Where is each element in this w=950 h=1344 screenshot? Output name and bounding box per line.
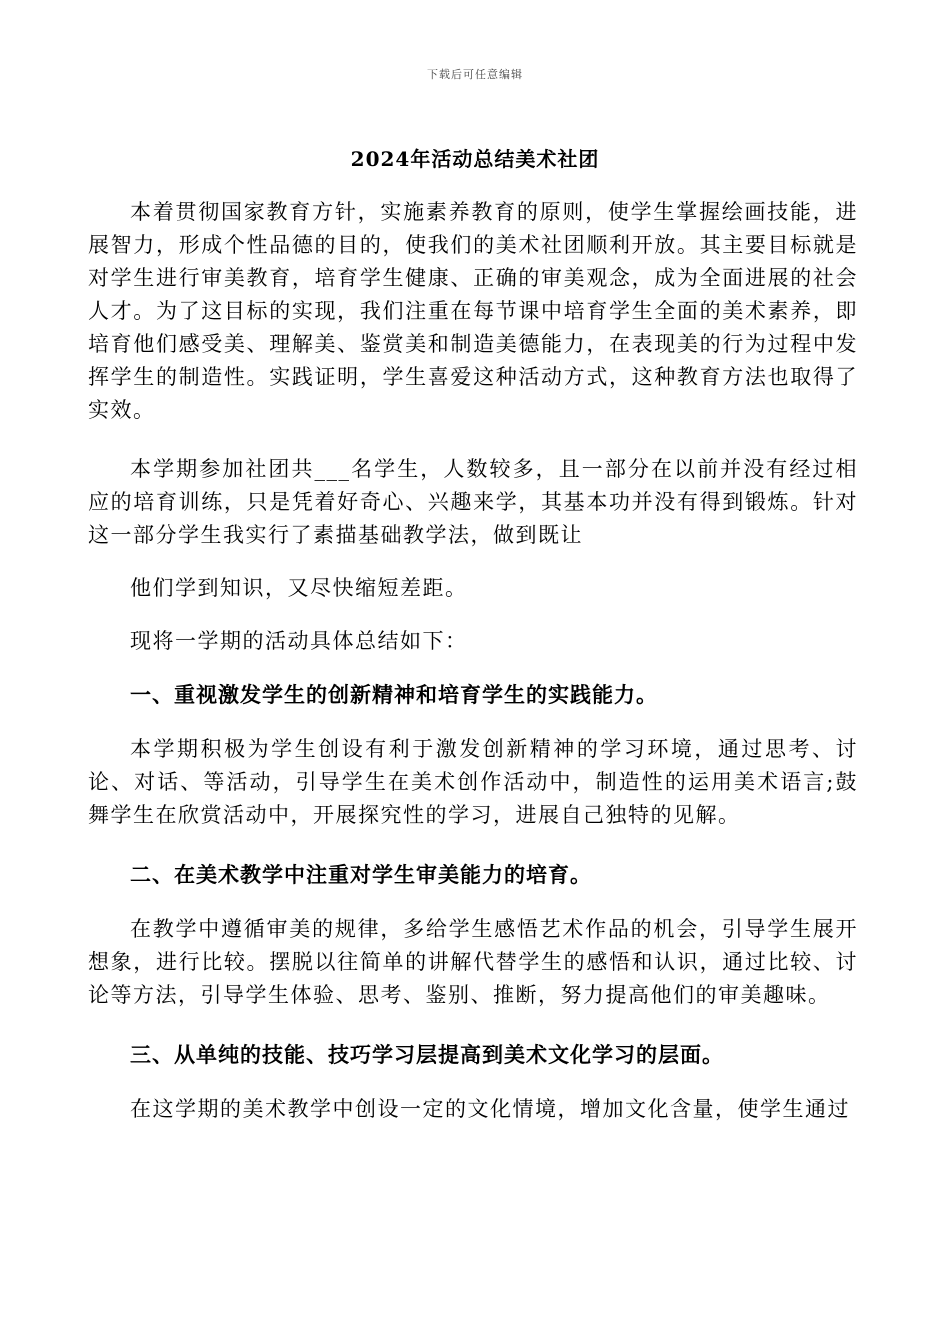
section-1-body: 本学期积极为学生创设有利于激发创新精神的学习环境，通过思考、讨论、对话、等活动，引导学生在美术创作活动中，制造性的运用美术语言;鼓舞学生在欣赏活动中，开展探究性的学习，进展自己独特的见解。 — [88, 737, 858, 827]
continuation-paragraph: 他们学到知识，又尽快缩短差距。 — [130, 576, 468, 600]
section-2-heading: 二、在美术教学中注重对学生审美能力的培育。 — [130, 862, 592, 887]
header-note: 下载后可任意编辑 — [427, 68, 523, 81]
section-2-body: 在教学中遵循审美的规律，多给学生感悟艺术作品的机会，引导学生展开想象，进行比较。摆脱以往简单的讲解代替学生的感悟和认识，通过比较、讨论等方法，引导学生体验、思考、鉴别、推断，努力提高他们的审美趣味。 — [88, 917, 858, 1007]
enrollment-paragraph: 本学期参加社团共___名学生，人数较多，且一部分在以前并没有经过相应的培育训练，只是凭着好奇心、兴趣来学，其基本功并没有得到锻炼。针对这一部分学生我实行了素描基础教学法，做到既让 — [88, 457, 858, 547]
summary-intro-paragraph: 现将一学期的活动具体总结如下： — [130, 629, 468, 653]
section-1-heading: 一、重视激发学生的创新精神和培育学生的实践能力。 — [130, 682, 658, 707]
page-title: 2024年活动总结美术社团 — [350, 147, 600, 171]
section-3-heading: 三、从单纯的技能、技巧学习层提高到美术文化学习的层面。 — [130, 1042, 724, 1067]
section-3-body: 在这学期的美术教学中创设一定的文化情境，增加文化含量，使学生通过 — [130, 1097, 850, 1121]
document-body — [88, 196, 858, 1152]
intro-paragraph: 本着贯彻国家教育方针，实施素养教育的原则，使学生掌握绘画技能，进展智力，形成个性品德的目的，使我们的美术社团顺利开放。其主要目标就是对学生进行审美教育，培育学生健康、正确的审美观念，成为全面进展的社会人才。为了这目标的实现，我们注重在每节课中培育学生全面的美术素养，即培育他们感受美、理解美、鉴赏美和制造美德能力，在表现美的行为过程中发挥学生的制造性。实践证明，学生喜爱这种活动方式，这种教育方法也取得了实效。 — [88, 200, 858, 422]
